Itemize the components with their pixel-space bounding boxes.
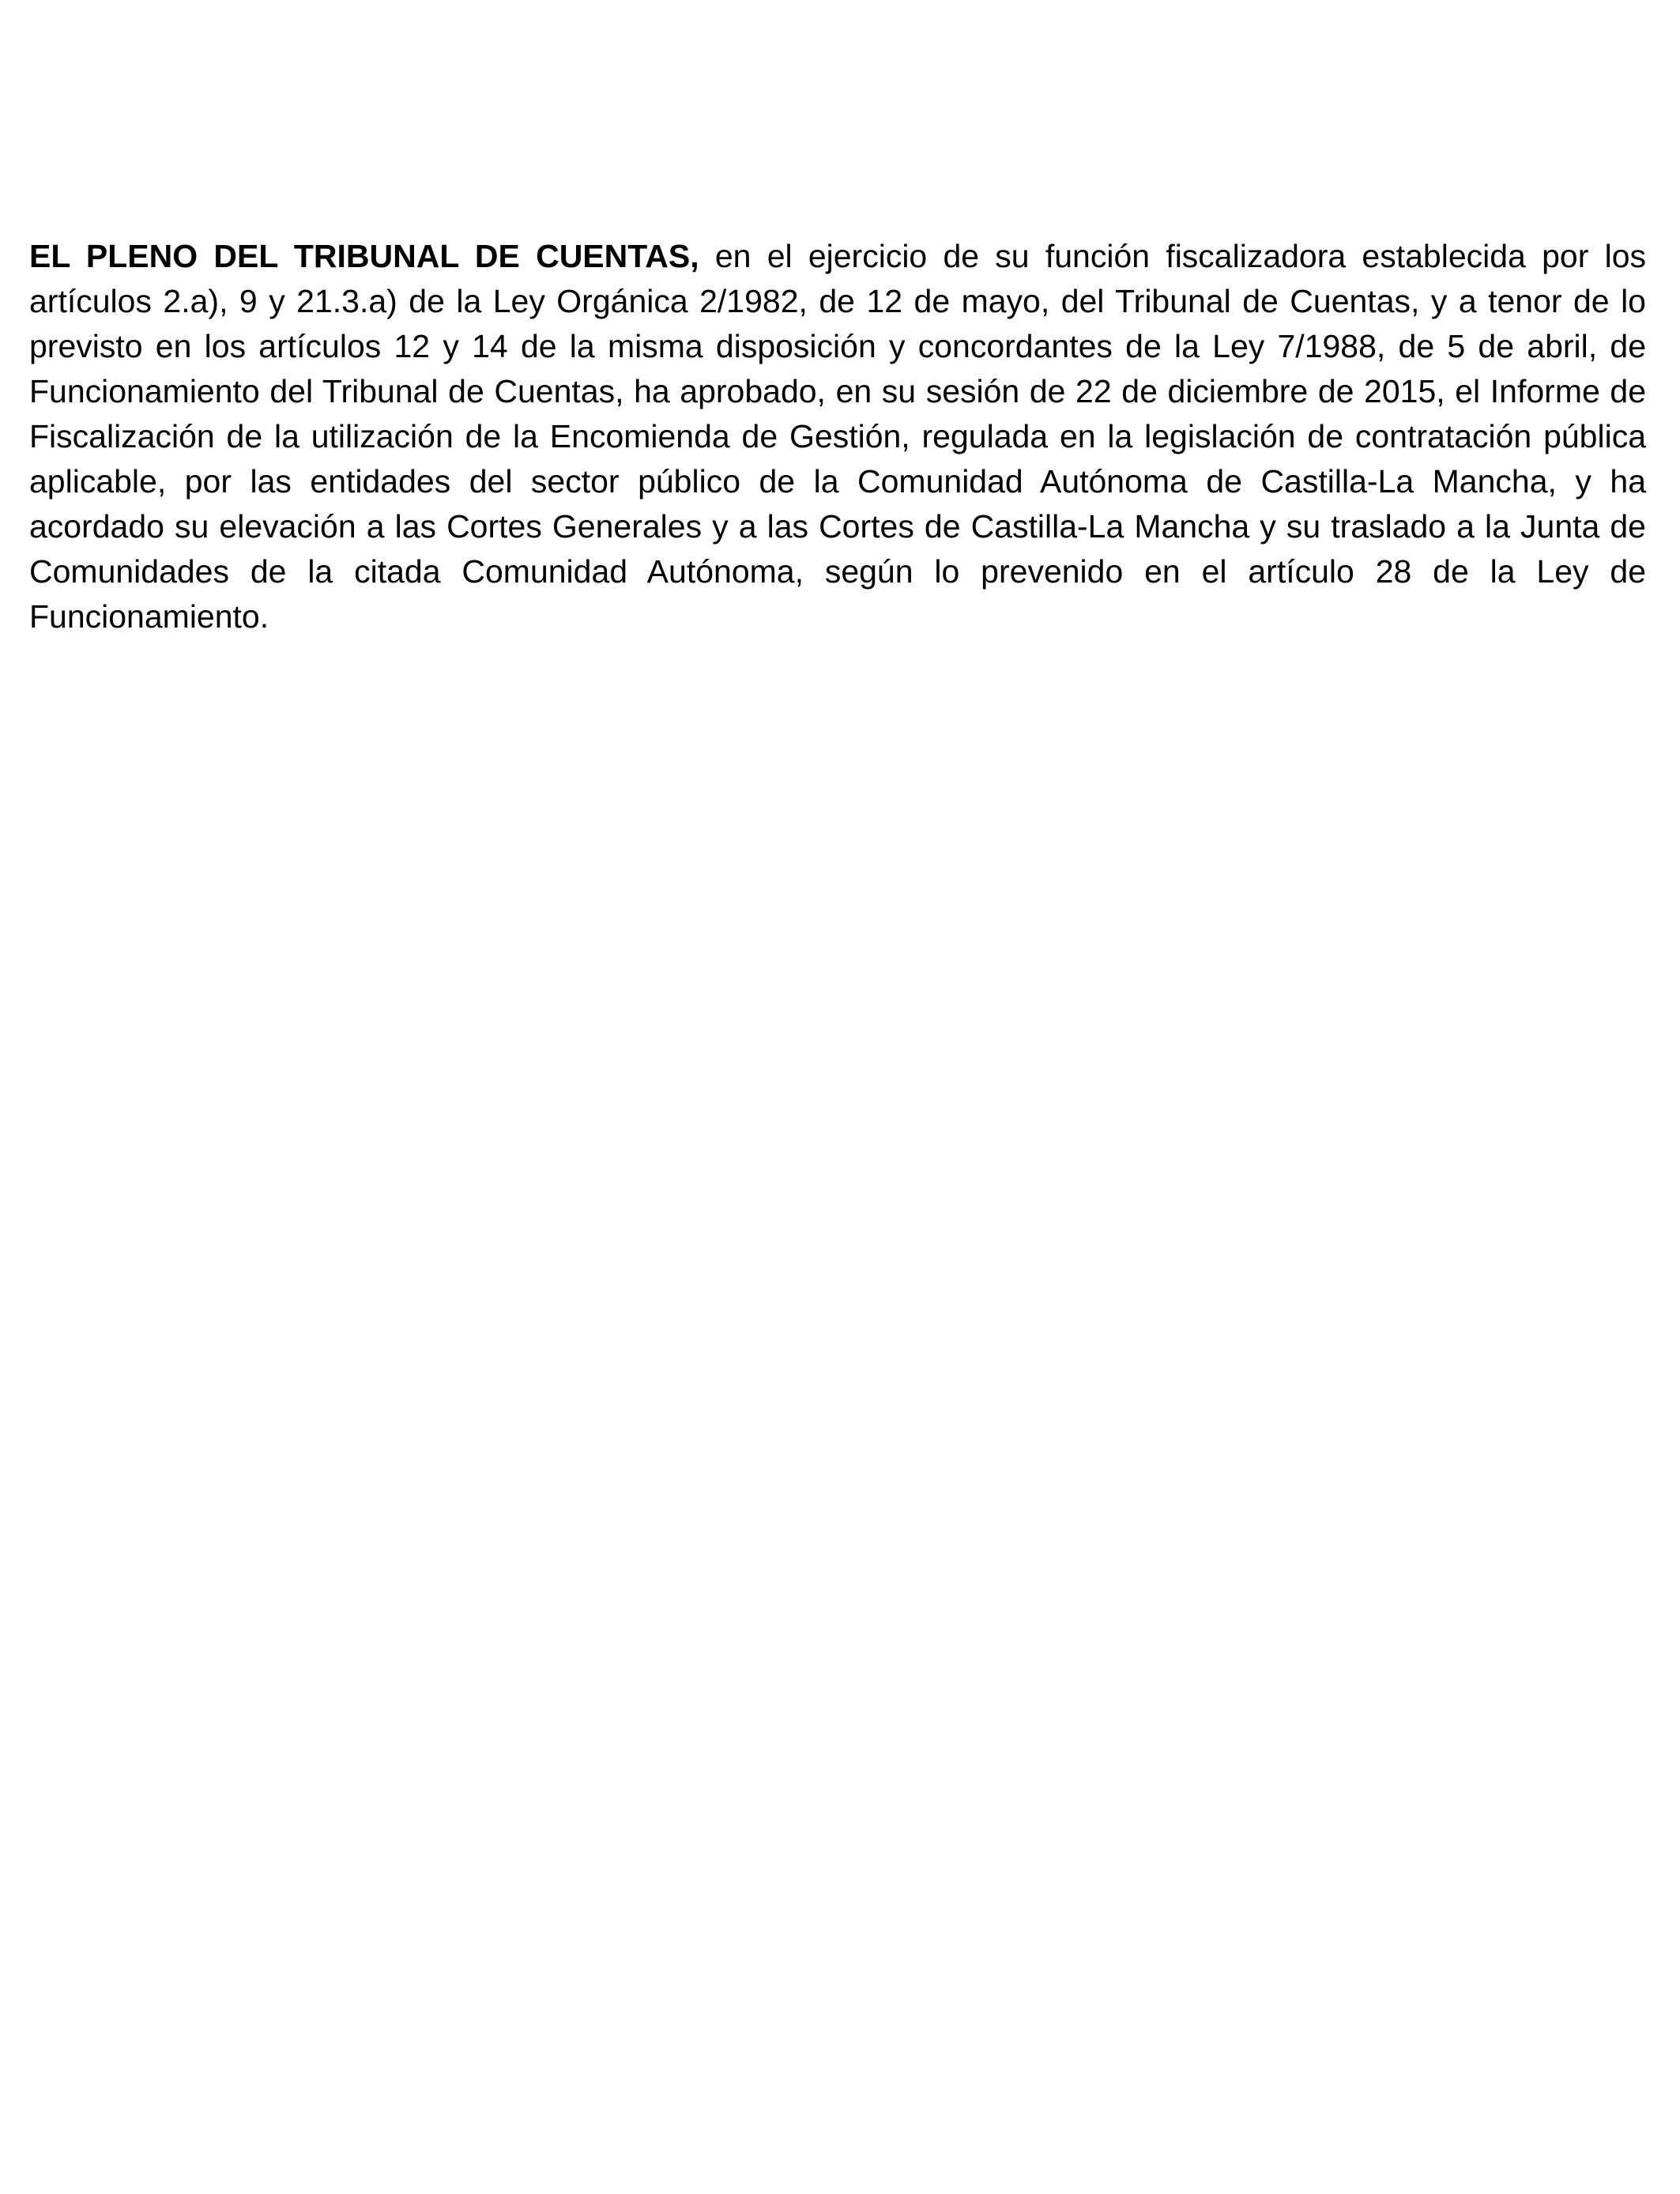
paragraph-lead-text: EL PLENO DEL TRIBUNAL DE CUENTAS, (29, 238, 699, 274)
body-paragraph (29, 234, 1646, 639)
paragraph-body-text: en el ejercicio de su función fiscalizadora establecida por los artículos 2.a), 9 y 21.3.a) de la Ley Orgánica 2/1982, de 12 de mayo, del Tribunal de Cuentas, y a tenor de lo previsto en los artículos 12 y 14 de la misma disposición y concordantes de la Ley 7/1988, de 5 de abril, de Funcionamiento del Tribunal de Cuentas, ha aprobado, en su sesión de 22 de diciembre de 2015, el Informe de Fiscalización de la utilización de la Encomienda de Gestión, regulada en la legislación de contratación pública aplicable, por las entidades del sector público de la Comunidad Autónoma de Castilla-La Mancha, y ha acordado su elevación a las Cortes Generales y a las Cortes de Castilla-La Mancha y su traslado a la Junta de Comunidades de la citada Comunidad Autónoma, según lo prevenido en el artículo 28 de la Ley de Funcionamiento. (29, 238, 1646, 635)
